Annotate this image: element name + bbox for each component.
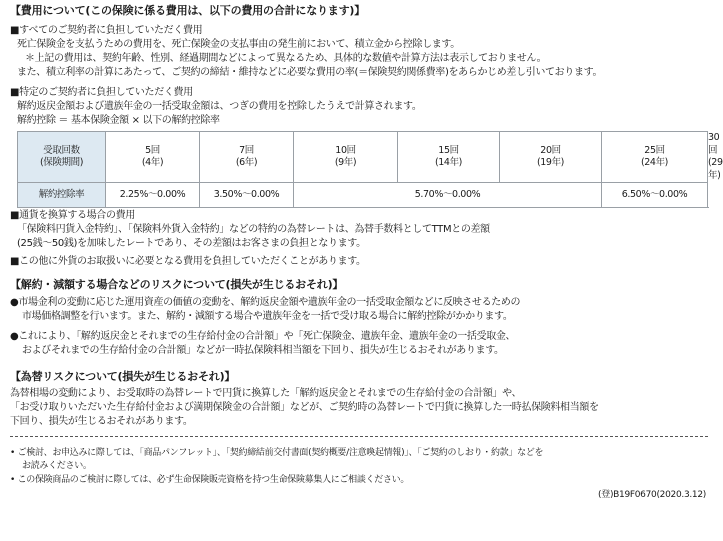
registration-code: (登)B19F0670(2020.3.12) [598,490,706,500]
column-count: 7回 [239,144,254,156]
column-count: 25回 [644,144,665,156]
table-column-15 [398,132,500,183]
surrender-risk-title: 【解約・減額する場合などのリスクについて(損失が生じるおそれ)】 [10,278,344,291]
column-years: (14年) [434,157,462,168]
specific-contractor-cost-line-1: 解約返戻金額および遺族年金の一括受取金額は、つぎの費用を控除したうえで計算されます。 [17,101,422,112]
surrender-deduction-rate-label: 解約控除率 [18,183,106,208]
surrender-deduction-formula: 解約控除 ＝ 基本保険金額 × 以下の解約控除率 [17,115,220,126]
fx-cost-line-1: 「保険料円貨入金特約」、「保険料外貨入金特約」などの特約の為替レートは、為替手数料としてTTMとの差額 [17,224,490,235]
note-2: • この保険商品のご検討に際しては、必ず生命保険販売資格を持つ生命保険募集人にご相談ください。 [10,475,410,485]
all-contractor-cost-line-3: また、積立利率の計算にあたって、ご契約の締結・維持などに必要な費用の率(＝保険契約関係費率)をあらかじめ差し引いております。 [17,67,603,78]
all-contractor-cost-line-1: 死亡保険金を支払うための費用を、死亡保険金の支払事由の発生前において、積立金から控除します。 [17,39,460,50]
column-years: (9年) [334,157,357,168]
surrender-deduction-rate-table [17,131,723,208]
surrender-risk-bullet-1-line-2: 市場価格調整を行います。また、解約・減額する場合や遺族年金を一括で受け取る場合に解約控除がかかります。 [22,311,513,322]
note-1-line-2: お読みください。 [22,461,92,471]
cost-section-title: 【費用について(この保険に係る費用は、以下の費用の合計になります)】 [10,4,366,17]
payout-count-label: 受取回数 [43,144,80,156]
table-rate-row [18,183,708,208]
dashed-divider [10,436,708,437]
surrender-risk-bullet-2-line-2: およびそれまでの生存給付金の合計額」などが一時払保険料相当額を下回り、損失が生じるおそれがあります。 [22,345,504,356]
column-count: 10回 [335,144,356,156]
column-years: (19年) [536,157,564,168]
column-count: 15回 [438,144,459,156]
specific-contractor-cost-heading: ■特定のご契約者に負担していただく費用 [10,87,193,98]
table-column-20 [500,132,602,183]
rate-cell-25-30: 6.50%～0.00% [602,183,708,208]
fx-cost-heading: ■通貨を換算する場合の費用 [10,210,135,221]
column-count: 20回 [540,144,561,156]
insurance-period-label: (保険期間) [39,157,83,168]
column-years: (24年) [640,157,668,168]
other-fx-cost-note: ■この他に外貨のお取扱いに必要となる費用を負担していただくことがあります。 [10,256,366,267]
fx-cost-line-2: (25銭～50銭)を加味したレートであり、その差額はお客さまの負担となります。 [17,238,366,249]
table-column-5 [106,132,200,183]
all-contractor-cost-line-2: ＊上記の費用は、契約年齢、性別、経過期間などによって異なるため、具体的な数値や計算方法は表示しておりません。 [25,53,547,64]
note-1-line-1: • ご検討、お申込みに際しては、「商品パンフレット」、「契約締結前交付書面(契約概要/注意喚起情報)」、「ご契約のしおり・約款」などを [10,448,544,458]
table-column-25 [602,132,708,183]
column-count: 5回 [145,144,160,156]
surrender-risk-bullet-2-line-1: ●これにより、「解約返戻金とそれまでの生存給付金の合計額」や「死亡保険金、遺族年金、遺族年金の一括受取金、 [10,331,516,342]
fx-risk-line-3: 下回り、損失が生じるおそれがあります。 [10,416,193,427]
fx-risk-line-1: 為替相場の変動により、お受取時の為替レートで円貨に換算した「解約返戻金とそれまでの生存給付金の合計額」や、 [10,388,522,399]
rate-cell-5: 2.25%～0.00% [106,183,200,208]
table-column-7 [200,132,294,183]
all-contractor-cost-heading: ■すべてのご契約者に負担していただく費用 [10,25,203,36]
rate-cell-10-20: 5.70%～0.00% [294,183,602,208]
fx-risk-line-2: 「お受け取りいただいた生存給付金および満期保険金の合計額」などが、ご契約時の為替レートで円貨に換算した一時払保険料相当額を [10,402,599,413]
table-header-row: 受取回数 (保険期間) 5回 (4年) 7回 (6年) 10回 (9年) 15回 (14年) 20回 (19年) 25回 (24年) 30回 (29年) [18,132,708,183]
column-years: (4年) [141,157,164,168]
rate-cell-7: 3.50%～0.00% [200,183,294,208]
fx-risk-title: 【為替リスクについて(損失が生じるおそれ)】 [10,370,236,383]
table-column-10 [294,132,398,183]
payout-count-header-cell [18,132,106,183]
column-years: (6年) [235,157,258,168]
surrender-risk-bullet-1-line-1: ●市場金利の変動に応じた運用資産の価値の変動を、解約返戻金額や遺族年金の一括受取金額などに反映させるための [10,297,521,308]
